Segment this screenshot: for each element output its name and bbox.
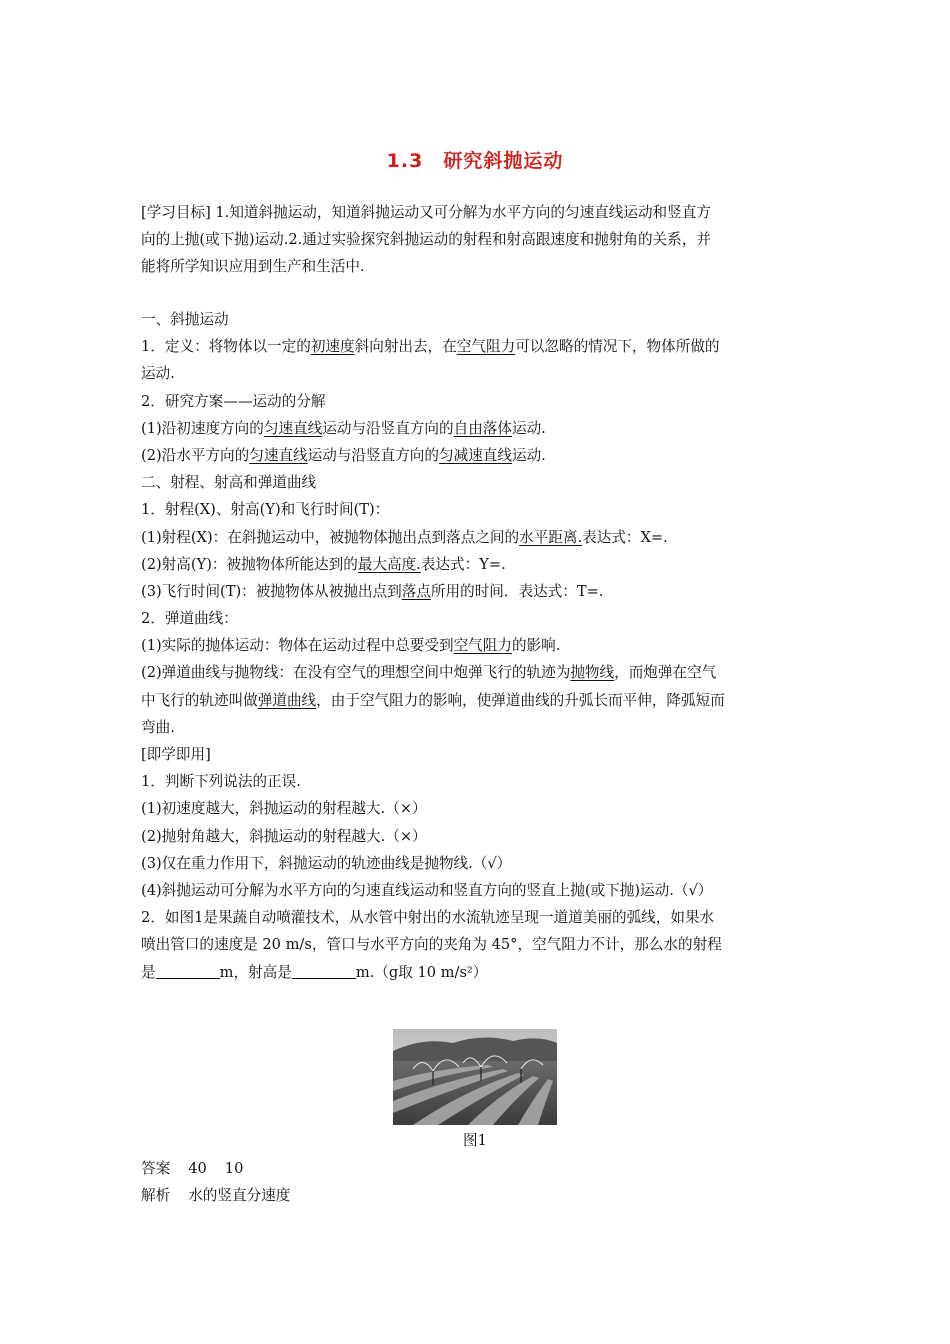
question-line: 1．判断下列说法的正误. xyxy=(141,773,301,791)
definition-line: 运动. xyxy=(141,365,175,383)
key-term: 自由落体 xyxy=(453,419,512,437)
title-text: 研究斜抛运动 xyxy=(443,150,564,172)
title-number: 1.3 xyxy=(386,150,424,172)
judgement-item: (1)初速度越大，斜抛运动的射程越大.（×） xyxy=(141,800,427,818)
objective-line: 向的上抛(或下抛)运动.2.通过实验探究斜抛运动的射程和射高跟速度和抛射角的关系，并 xyxy=(141,231,711,249)
figure-caption: 图1 xyxy=(463,1132,487,1149)
key-term: 水平距离. xyxy=(519,528,583,546)
key-term: 空气阻力 xyxy=(456,338,516,356)
curve-line: 弯曲. xyxy=(141,718,175,736)
question-line: 喷出管口的速度是 20 m/s，管口与水平方向的夹角为 45°，空气阻力不计，那么水的射程 xyxy=(141,936,722,954)
judgement-item: (3)仅在重力作用下，斜抛运动的轨迹曲线是抛物线.（√） xyxy=(141,854,512,872)
key-term: 弹道曲线 xyxy=(257,691,317,709)
question-line: 是 m，射高是 m.（g取 10 m/s²） xyxy=(141,963,488,981)
learning-objectives xyxy=(141,199,813,281)
main-content xyxy=(141,306,813,986)
objective-line: 能将所学知识应用到生产和生活中. xyxy=(141,258,365,276)
practice-heading: [即学即用] xyxy=(141,746,211,763)
plan-item: (2)沿水平方向的匀速直线运动与沿竖直方向的匀减速直线运动. xyxy=(141,446,546,464)
curve-line: (2)弹道曲线与抛物线：在没有空气的理想空间中炮弹飞行的轨迹为抛物线，而炮弹在空气 xyxy=(141,664,717,682)
range-line: (1)射程(X)：在斜抛运动中，被抛物体抛出点到落点之间的水平距离.表达式：X=. xyxy=(141,528,668,546)
key-term: 匀减速直线 xyxy=(439,446,512,464)
key-term: 匀速直线 xyxy=(263,419,323,437)
curve-line: 中飞行的轨迹叫做弹道曲线，由于空气阻力的影响，使弹道曲线的升弧长而平伸，降弧短而 xyxy=(141,691,725,709)
answer-value: 10 xyxy=(224,1160,244,1177)
subsection-heading: 1．射程(X)、射高(Y)和飞行时间(T)： xyxy=(141,501,390,519)
key-term: 初速度 xyxy=(310,338,355,356)
section-heading: 二、射程、射高和弹道曲线 xyxy=(141,474,317,492)
analysis-text: 水的竖直分速度 xyxy=(188,1187,291,1205)
answer-blank xyxy=(156,964,220,979)
key-term: 空气阻力 xyxy=(453,637,512,655)
analysis-line xyxy=(141,1182,290,1209)
subsection-heading: 2．弹道曲线： xyxy=(141,610,238,628)
definition-line: 1．定义：将物体以一定的初速度斜向射出去，在空气阻力可以忽略的情况下，物体所做的 xyxy=(141,338,720,356)
judgement-item: (2)抛射角越大，斜抛运动的射程越大.（×） xyxy=(141,827,427,845)
page-title xyxy=(0,146,950,173)
key-term: 最大高度. xyxy=(357,555,421,573)
section-heading: 一、斜抛运动 xyxy=(141,311,229,328)
key-term: 抛物线 xyxy=(570,664,615,682)
sprinkler-field-photo xyxy=(393,1029,557,1125)
plan-heading: 2．研究方案——运动的分解 xyxy=(141,392,326,410)
key-term: 落点 xyxy=(401,582,431,600)
answer-label: 答案 xyxy=(141,1160,171,1177)
time-line: (3)飞行时间(T)：被抛物体从被抛出点到落点所用的时间．表达式：T=. xyxy=(141,582,604,600)
answer-value: 40 xyxy=(188,1160,207,1177)
key-term: 匀速直线 xyxy=(249,446,308,464)
question-line: 2．如图1是果蔬自动喷灌技术，从水管中射出的水流轨迹呈现一道道美丽的弧线，如果水 xyxy=(141,909,715,927)
plan-item: (1)沿初速度方向的匀速直线运动与沿竖直方向的自由落体运动. xyxy=(141,419,546,437)
analysis-label: 解析 xyxy=(141,1187,171,1205)
answer-blank xyxy=(292,964,356,979)
judgement-item: (4)斜抛运动可分解为水平方向的匀速直线运动和竖直方向的竖直上抛(或下抛)运动.（√） xyxy=(141,881,713,899)
answer-line xyxy=(141,1155,290,1182)
curve-line: (1)实际的抛体运动：物体在运动过程中总要受到空气阻力的影响. xyxy=(141,637,561,655)
height-line: (2)射高(Y)：被抛物体所能达到的最大高度.表达式：Y=. xyxy=(141,555,506,573)
answer-block xyxy=(141,1155,290,1209)
objective-line: [学习目标] 1.知道斜抛运动，知道斜抛运动又可分解为水平方向的匀速直线运动和竖直方 xyxy=(141,204,711,221)
